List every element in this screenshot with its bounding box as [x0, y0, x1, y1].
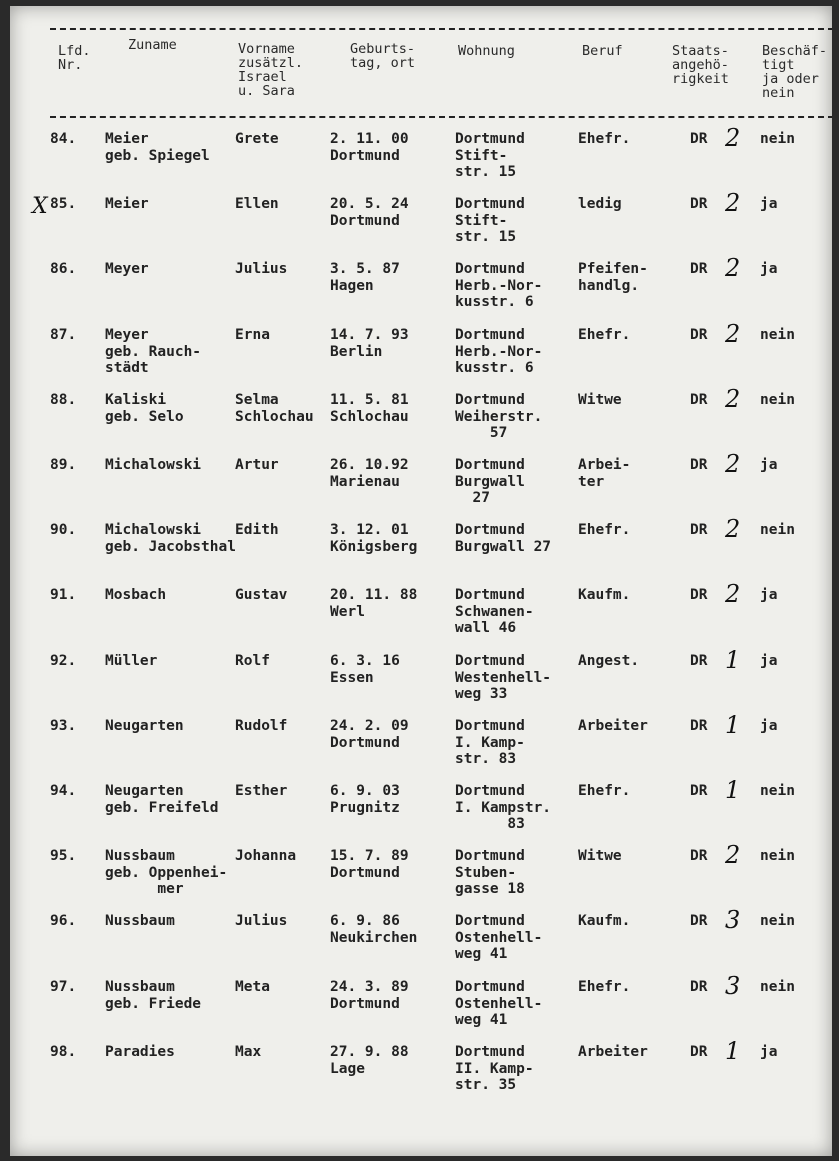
- row-firstname: Grete: [235, 131, 279, 147]
- row-occupation: Witwe: [578, 392, 622, 408]
- row-citizenship: DR: [690, 979, 708, 995]
- row-citizenship: DR: [690, 783, 708, 799]
- row-employed: nein: [760, 131, 795, 147]
- row-firstname: Rudolf: [235, 718, 288, 734]
- row-birth: 27. 9. 88 Lage: [330, 1044, 409, 1077]
- row-surname: Meyer: [105, 261, 149, 277]
- row-employed: ja: [760, 457, 778, 473]
- row-nr: 94.: [50, 783, 77, 799]
- row-citizenship: DR: [690, 261, 708, 277]
- row-occupation: Ehefr.: [578, 522, 631, 538]
- row-handwritten-number: 2: [725, 320, 741, 348]
- row-address: Dortmund Weiherstr. 57: [455, 392, 543, 441]
- row-nr: 90.: [50, 522, 77, 538]
- header-top-rule: [50, 28, 832, 30]
- row-surname: Meier geb. Spiegel: [105, 131, 210, 164]
- row-employed: nein: [760, 522, 795, 538]
- row-employed: nein: [760, 848, 795, 864]
- row-handwritten-number: 1: [725, 711, 741, 739]
- row-employed: nein: [760, 327, 795, 343]
- row-citizenship: DR: [690, 457, 708, 473]
- row-address: Dortmund Schwanen- wall 46: [455, 587, 534, 636]
- row-occupation: Ehefr.: [578, 131, 631, 147]
- row-firstname: Max: [235, 1044, 262, 1060]
- row-surname: Meier: [105, 196, 149, 212]
- header-surname: Zuname: [128, 37, 177, 53]
- row-address: Dortmund Burgwall 27: [455, 522, 552, 555]
- row-employed: nein: [760, 783, 795, 799]
- row-handwritten-number: 1: [725, 1037, 741, 1065]
- row-birth: 3. 12. 01 Königsberg: [330, 522, 418, 555]
- header-nr: Lfd. Nr.: [58, 43, 91, 73]
- row-firstname: Edith: [235, 522, 279, 538]
- header-firstname: Vorname zusätzl. Israel u. Sara: [238, 41, 304, 99]
- row-citizenship: DR: [690, 718, 708, 734]
- header-occupation: Beruf: [582, 43, 623, 59]
- row-occupation: ledig: [578, 196, 622, 212]
- row-employed: nein: [760, 979, 795, 995]
- row-nr: 93.: [50, 718, 77, 734]
- row-nr: 98.: [50, 1044, 77, 1060]
- row-birth: 6. 3. 16 Essen: [330, 653, 400, 686]
- row-handwritten-number: 2: [725, 385, 741, 413]
- row-occupation: Kaufm.: [578, 587, 631, 603]
- row-handwritten-number: 2: [725, 254, 741, 282]
- margin-cross-mark: X: [32, 194, 48, 219]
- row-handwritten-number: 2: [725, 580, 741, 608]
- row-birth: 3. 5. 87 Hagen: [330, 261, 400, 294]
- row-handwritten-number: 2: [725, 189, 741, 217]
- row-address: Dortmund II. Kamp- str. 35: [455, 1044, 534, 1093]
- row-firstname: Rolf: [235, 653, 270, 669]
- row-firstname: Ellen: [235, 196, 279, 212]
- row-nr: 88.: [50, 392, 77, 408]
- row-surname: Kaliski geb. Selo: [105, 392, 184, 425]
- row-surname: Mosbach: [105, 587, 167, 603]
- row-firstname: Meta: [235, 979, 270, 995]
- row-occupation: Ehefr.: [578, 783, 631, 799]
- row-handwritten-number: 2: [725, 515, 741, 543]
- row-occupation: Kaufm.: [578, 913, 631, 929]
- row-handwritten-number: 2: [725, 124, 741, 152]
- row-nr: 87.: [50, 327, 77, 343]
- row-nr: 91.: [50, 587, 77, 603]
- row-handwritten-number: 2: [725, 841, 741, 869]
- row-address: Dortmund Stift- str. 15: [455, 196, 525, 245]
- row-surname: Meyer geb. Rauch- städt: [105, 327, 202, 376]
- row-address: Dortmund Herb.-Nor- kusstr. 6: [455, 261, 543, 310]
- row-birth: 6. 9. 86 Neukirchen: [330, 913, 418, 946]
- row-nr: 97.: [50, 979, 77, 995]
- row-employed: ja: [760, 653, 778, 669]
- row-birth: 26. 10.92 Marienau: [330, 457, 409, 490]
- row-occupation: Ehefr.: [578, 327, 631, 343]
- row-address: Dortmund Herb.-Nor- kusstr. 6: [455, 327, 543, 376]
- row-firstname: Erna: [235, 327, 270, 343]
- row-birth: 24. 2. 09 Dortmund: [330, 718, 409, 751]
- row-occupation: Angest.: [578, 653, 640, 669]
- row-surname: Paradies: [105, 1044, 175, 1060]
- row-nr: 95.: [50, 848, 77, 864]
- row-surname: Nussbaum: [105, 913, 175, 929]
- header-address: Wohnung: [458, 43, 515, 59]
- row-citizenship: DR: [690, 131, 708, 147]
- row-employed: nein: [760, 913, 795, 929]
- row-birth: 11. 5. 81 Schlochau: [330, 392, 409, 425]
- row-address: Dortmund Stift- str. 15: [455, 131, 525, 180]
- row-occupation: Witwe: [578, 848, 622, 864]
- row-occupation: Ehefr.: [578, 979, 631, 995]
- row-nr: 96.: [50, 913, 77, 929]
- header-bottom-rule: [50, 116, 832, 118]
- row-firstname: Esther: [235, 783, 288, 799]
- row-citizenship: DR: [690, 1044, 708, 1060]
- header-birth: Geburts- tag, ort: [350, 41, 416, 71]
- row-citizenship: DR: [690, 587, 708, 603]
- row-employed: ja: [760, 261, 778, 277]
- header-employed: Beschäf- tigt ja oder nein: [762, 43, 828, 101]
- row-firstname: Gustav: [235, 587, 288, 603]
- row-citizenship: DR: [690, 196, 708, 212]
- header-citizenship: Staats- angehö- rigkeit: [672, 43, 729, 87]
- row-handwritten-number: 3: [725, 906, 741, 934]
- row-address: Dortmund I. Kamp- str. 83: [455, 718, 525, 767]
- row-birth: 15. 7. 89 Dortmund: [330, 848, 409, 881]
- row-handwritten-number: 2: [725, 450, 741, 478]
- row-citizenship: DR: [690, 327, 708, 343]
- row-citizenship: DR: [690, 392, 708, 408]
- row-surname: Michalowski: [105, 457, 202, 473]
- row-surname: Michalowski geb. Jacobsthal: [105, 522, 236, 555]
- row-address: Dortmund Ostenhell- weg 41: [455, 913, 543, 962]
- row-surname: Nussbaum geb. Oppenhei- mer: [105, 848, 228, 897]
- row-employed: ja: [760, 587, 778, 603]
- row-surname: Nussbaum geb. Friede: [105, 979, 202, 1012]
- row-birth: 20. 11. 88 Werl: [330, 587, 418, 620]
- row-citizenship: DR: [690, 653, 708, 669]
- row-birth: 14. 7. 93 Berlin: [330, 327, 409, 360]
- row-firstname: Julius: [235, 261, 288, 277]
- row-nr: 86.: [50, 261, 77, 277]
- row-handwritten-number: 1: [725, 776, 741, 804]
- row-occupation: Arbei- ter: [578, 457, 631, 490]
- row-address: Dortmund Stuben- gasse 18: [455, 848, 525, 897]
- row-firstname: Selma Schlochau: [235, 392, 314, 425]
- row-nr: 84.: [50, 131, 77, 147]
- row-nr: 92.: [50, 653, 77, 669]
- row-address: Dortmund I. Kampstr. 83: [455, 783, 552, 832]
- row-employed: ja: [760, 1044, 778, 1060]
- row-surname: Neugarten: [105, 718, 184, 734]
- row-address: Dortmund Ostenhell- weg 41: [455, 979, 543, 1028]
- row-citizenship: DR: [690, 913, 708, 929]
- row-address: Dortmund Burgwall 27: [455, 457, 525, 506]
- row-nr: 89.: [50, 457, 77, 473]
- row-surname: Neugarten geb. Freifeld: [105, 783, 219, 816]
- row-occupation: Pfeifen- handlg.: [578, 261, 648, 294]
- row-firstname: Julius: [235, 913, 288, 929]
- row-firstname: Artur: [235, 457, 279, 473]
- row-employed: ja: [760, 718, 778, 734]
- row-birth: 24. 3. 89 Dortmund: [330, 979, 409, 1012]
- row-handwritten-number: 3: [725, 972, 741, 1000]
- row-nr: 85.: [50, 196, 77, 212]
- row-birth: 2. 11. 00 Dortmund: [330, 131, 409, 164]
- row-occupation: Arbeiter: [578, 1044, 648, 1060]
- row-employed: ja: [760, 196, 778, 212]
- row-handwritten-number: 1: [725, 646, 741, 674]
- document-page: [10, 6, 832, 1156]
- row-firstname: Johanna: [235, 848, 297, 864]
- row-citizenship: DR: [690, 522, 708, 538]
- row-occupation: Arbeiter: [578, 718, 648, 734]
- row-citizenship: DR: [690, 848, 708, 864]
- row-birth: 6. 9. 03 Prugnitz: [330, 783, 400, 816]
- row-address: Dortmund Westenhell- weg 33: [455, 653, 552, 702]
- row-employed: nein: [760, 392, 795, 408]
- row-surname: Müller: [105, 653, 158, 669]
- row-birth: 20. 5. 24 Dortmund: [330, 196, 409, 229]
